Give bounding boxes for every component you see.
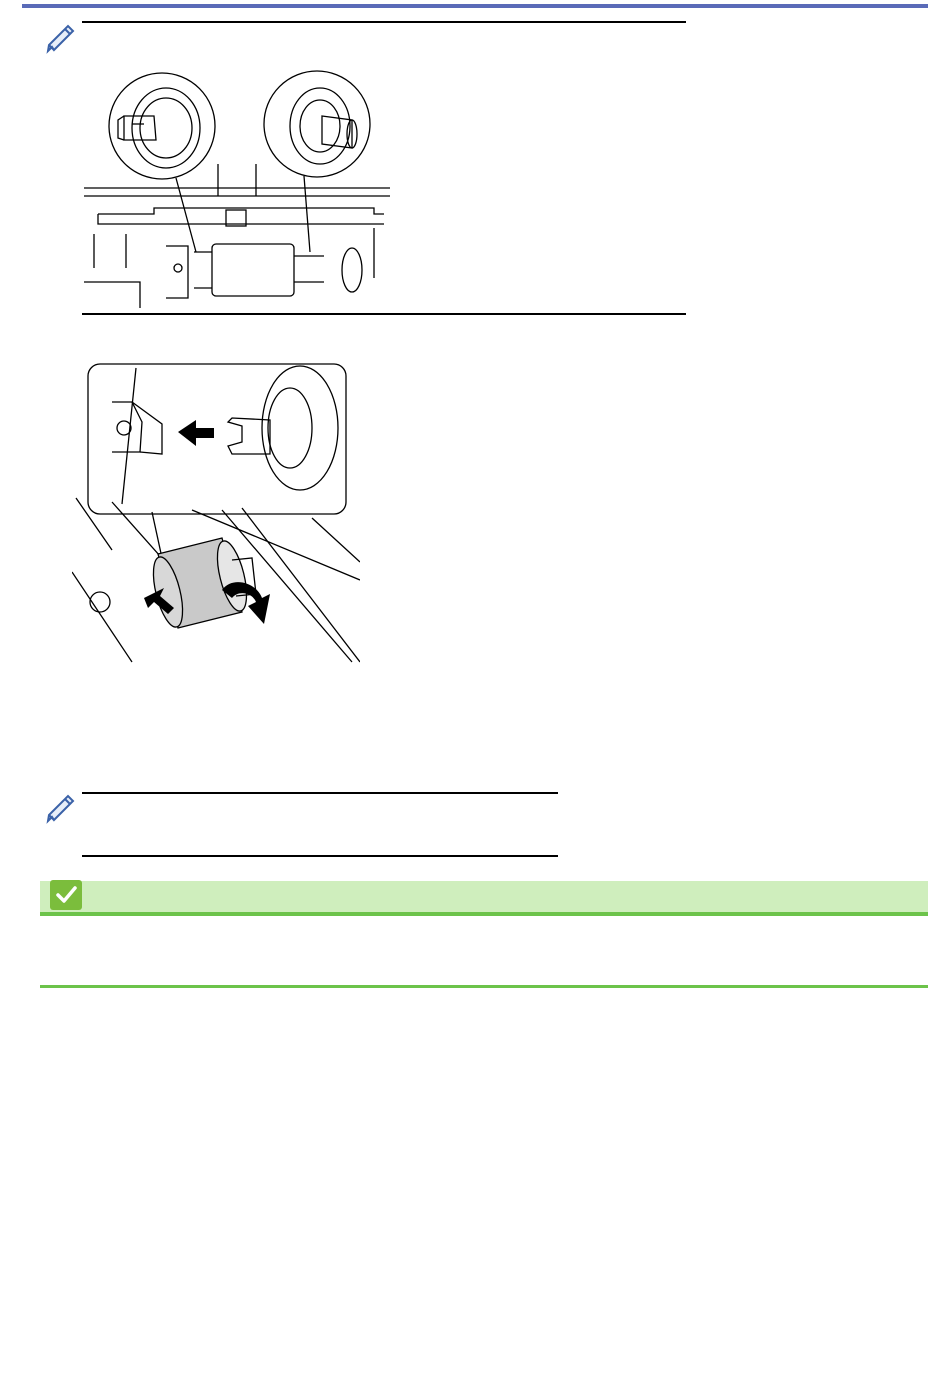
note-rule-top [82,21,686,23]
pencil-note-icon [44,20,78,54]
roller-shaft-illustration [84,68,390,308]
note-rule-middle [82,313,686,315]
related-info-footer-rule [40,985,928,988]
note-rule-second-bottom [82,855,558,857]
check-mark-icon [50,880,82,910]
pencil-note-icon [44,790,78,824]
roller-install-illustration [72,362,360,668]
related-info-header [40,881,928,913]
note-rule-second-top [82,792,558,794]
top-rule [22,4,928,8]
related-info-rule [40,912,928,916]
